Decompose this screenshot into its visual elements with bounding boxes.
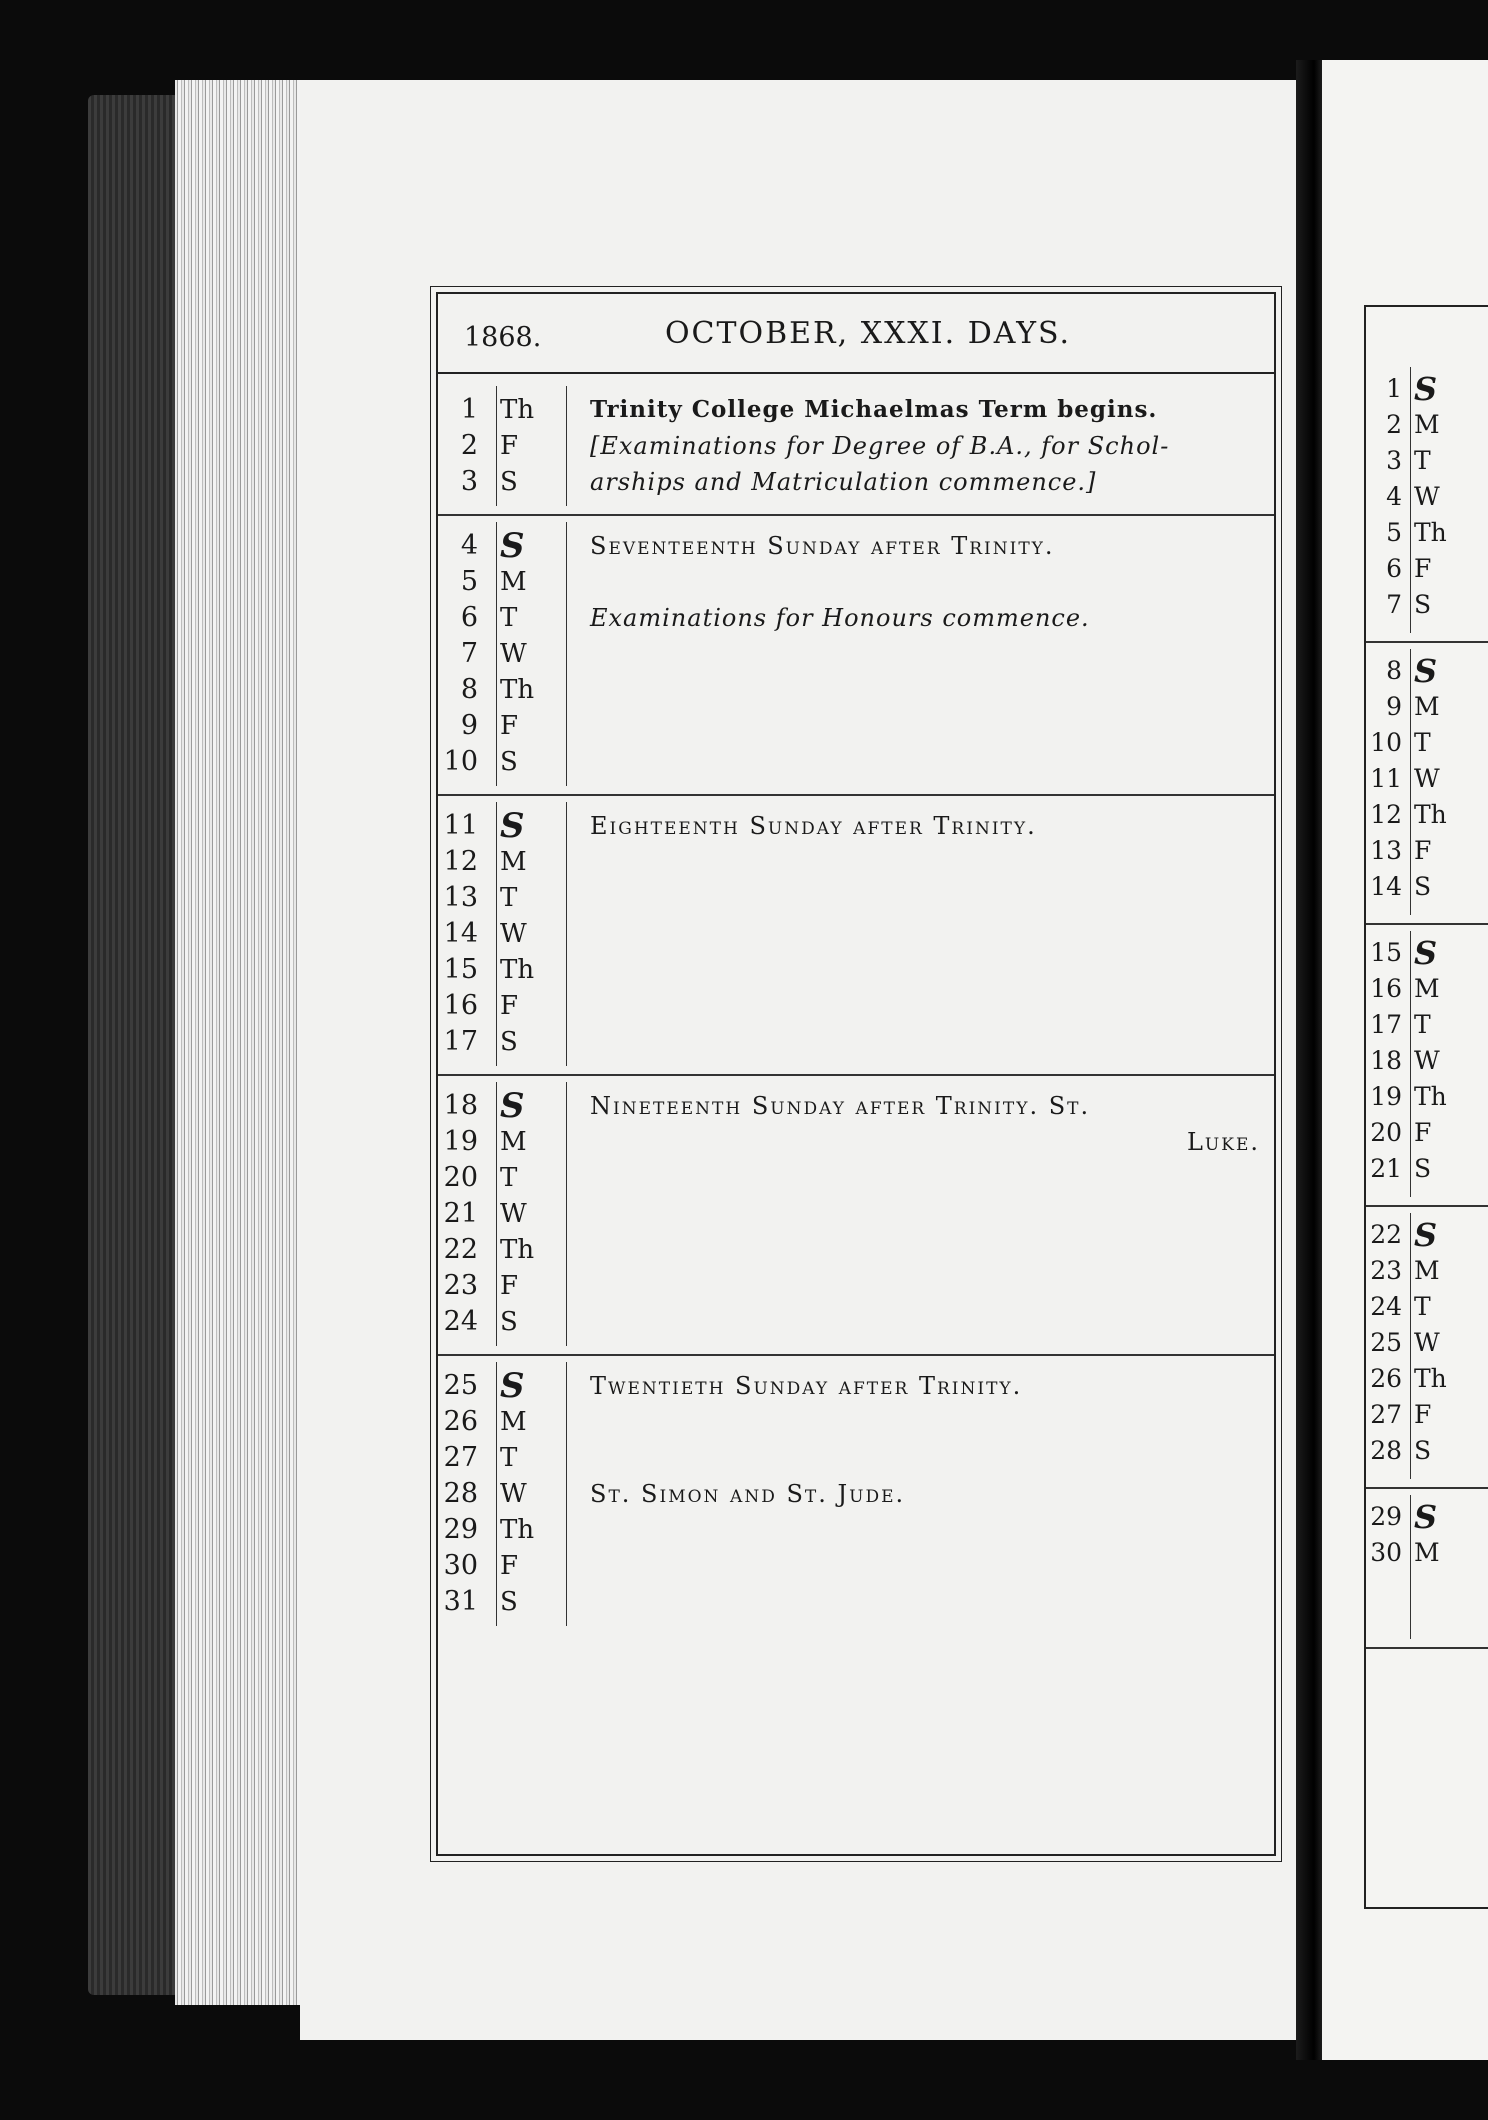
week-block: [438, 1074, 1274, 1356]
day-number: 1: [1386, 374, 1402, 403]
day-number: 30: [1370, 1538, 1402, 1567]
facing-day-row: [1366, 1433, 1488, 1469]
week-block: [438, 378, 1274, 516]
weekday-abbrev: M: [500, 567, 527, 597]
day-number: 5: [1386, 518, 1402, 547]
day-number: 13: [1370, 836, 1402, 865]
weekday-abbrev: T: [1414, 1010, 1431, 1039]
day-number: 20: [443, 1162, 478, 1193]
weekday-abbrev: S: [500, 1587, 518, 1617]
day-row: [438, 1304, 578, 1340]
day-number: 25: [1370, 1328, 1402, 1357]
weekday-abbrev: Th: [1414, 518, 1447, 547]
weekday-abbrev: S: [500, 1086, 523, 1126]
weekday-abbrev: F: [500, 431, 519, 461]
day-row: [438, 952, 578, 988]
day-row: [438, 1512, 578, 1548]
day-number: 13: [443, 882, 478, 913]
day-row: [438, 1268, 578, 1304]
day-number: 2: [1386, 410, 1402, 439]
day-number: 8: [1386, 656, 1402, 685]
calendar-event: Examinations for Honours commence.: [590, 604, 1090, 632]
day-number: 23: [443, 1270, 478, 1301]
facing-day-row: [1366, 689, 1488, 725]
weekday-abbrev: T: [1414, 446, 1431, 475]
weekday-abbrev: F: [500, 991, 519, 1021]
weekday-abbrev: S: [500, 467, 518, 497]
year-label: 1868.: [464, 322, 542, 353]
facing-day-row: [1366, 1289, 1488, 1325]
weekday-abbrev: Th: [1414, 800, 1447, 829]
weekday-abbrev: F: [1414, 1118, 1432, 1147]
calendar-event: Trinity College Michaelmas Term begins.: [590, 396, 1158, 423]
day-number: 17: [1370, 1010, 1402, 1039]
weekday-abbrev: Th: [500, 1515, 535, 1545]
day-number: 3: [1386, 446, 1402, 475]
weekday-abbrev: W: [1414, 482, 1440, 511]
facing-day-row: [1366, 797, 1488, 833]
weekday-abbrev: W: [500, 639, 527, 669]
day-row: [438, 808, 578, 844]
weekday-abbrev: Th: [1414, 1082, 1447, 1111]
day-number: 27: [1370, 1400, 1402, 1429]
facing-day-row: [1366, 1115, 1488, 1151]
facing-day-row: [1366, 1217, 1488, 1253]
facing-day-row: [1366, 1043, 1488, 1079]
day-row: [438, 916, 578, 952]
day-row: [438, 1124, 578, 1160]
weekday-abbrev: S: [1414, 1216, 1438, 1254]
day-row: [438, 1024, 578, 1060]
calendar-event: Nineteenth Sunday after Trinity. St.: [590, 1092, 1091, 1120]
weekday-abbrev: Th: [500, 395, 535, 425]
day-number: 19: [443, 1126, 478, 1157]
weekday-abbrev: F: [500, 711, 519, 741]
day-number: 24: [443, 1306, 478, 1337]
day-number: 10: [1370, 728, 1402, 757]
day-number: 29: [1370, 1502, 1402, 1531]
facing-day-row: [1366, 1007, 1488, 1043]
day-number: 2: [460, 430, 478, 461]
facing-week-block: [1366, 923, 1488, 1207]
day-number: 16: [1370, 974, 1402, 1003]
calendar-event: Twentieth Sunday after Trinity.: [590, 1372, 1023, 1400]
weekday-abbrev: S: [1414, 872, 1432, 901]
weekday-abbrev: S: [1414, 1498, 1438, 1536]
day-number: 24: [1370, 1292, 1402, 1321]
day-row: [438, 988, 578, 1024]
week-block: [438, 794, 1274, 1076]
facing-week-block: [1366, 359, 1488, 643]
weekday-abbrev: S: [1414, 934, 1438, 972]
day-number: 18: [443, 1090, 478, 1121]
facing-day-row: [1366, 1151, 1488, 1187]
facing-calendar-frame: [1364, 305, 1488, 1909]
day-number: 26: [443, 1406, 478, 1437]
weekday-abbrev: W: [1414, 764, 1440, 793]
facing-week-block: [1366, 1205, 1488, 1489]
facing-day-row: [1366, 1253, 1488, 1289]
day-row: [438, 1088, 578, 1124]
day-number: 22: [443, 1234, 478, 1265]
day-row: [438, 708, 578, 744]
calendar-event: Eighteenth Sunday after Trinity.: [590, 812, 1037, 840]
weekday-abbrev: Th: [500, 955, 535, 985]
facing-day-row: [1366, 653, 1488, 689]
weekday-abbrev: M: [500, 847, 527, 877]
day-number: 12: [1370, 800, 1402, 829]
facing-day-row: [1366, 479, 1488, 515]
weekday-abbrev: M: [1414, 692, 1440, 721]
day-number: 7: [1386, 590, 1402, 619]
day-number: 14: [443, 918, 478, 949]
weekday-abbrev: W: [500, 1479, 527, 1509]
weekday-abbrev: F: [1414, 1400, 1432, 1429]
day-row: [438, 564, 578, 600]
facing-day-row: [1366, 1325, 1488, 1361]
day-row: [438, 464, 578, 500]
weekday-abbrev: Th: [500, 675, 535, 705]
facing-day-row: [1366, 935, 1488, 971]
day-row: [438, 1440, 578, 1476]
weekday-abbrev: T: [1414, 1292, 1431, 1321]
weekday-abbrev: F: [500, 1271, 519, 1301]
calendar-event: Luke.: [1186, 1128, 1260, 1156]
day-number: 6: [460, 602, 478, 633]
weekday-abbrev: W: [1414, 1328, 1440, 1357]
day-number: 28: [443, 1478, 478, 1509]
week-block: [438, 1354, 1274, 1634]
weekday-abbrev: M: [1414, 1256, 1440, 1285]
weekday-abbrev: M: [1414, 410, 1440, 439]
day-number: 9: [460, 710, 478, 741]
day-number: 18: [1370, 1046, 1402, 1075]
page-edges: [175, 80, 300, 2005]
facing-day-row: [1366, 761, 1488, 797]
calendar-event: St. Simon and St. Jude.: [590, 1480, 906, 1508]
day-number: 25: [443, 1370, 478, 1401]
weekday-abbrev: S: [1414, 370, 1438, 408]
day-row: [438, 744, 578, 780]
weekday-abbrev: S: [500, 1366, 523, 1406]
facing-day-row: [1366, 371, 1488, 407]
day-row: [438, 1368, 578, 1404]
calendar-event: Seventeenth Sunday after Trinity.: [590, 532, 1055, 560]
calendar-header: [438, 294, 1274, 374]
day-number: 12: [443, 846, 478, 877]
day-number: 22: [1370, 1220, 1402, 1249]
facing-week-block: [1366, 641, 1488, 925]
day-row: [438, 672, 578, 708]
weekday-abbrev: Th: [1414, 1364, 1447, 1393]
facing-page: [1322, 60, 1488, 2060]
day-number: 4: [460, 530, 478, 561]
day-number: 31: [443, 1586, 478, 1617]
facing-day-row: [1366, 551, 1488, 587]
weekday-abbrev: W: [500, 919, 527, 949]
facing-day-row: [1366, 1499, 1488, 1535]
facing-day-row: [1366, 587, 1488, 623]
day-number: 20: [1370, 1118, 1402, 1147]
day-row: [438, 1196, 578, 1232]
facing-week-block: [1366, 1487, 1488, 1649]
weekday-abbrev: S: [500, 747, 518, 777]
day-number: 4: [1386, 482, 1402, 511]
weekday-abbrev: T: [500, 883, 518, 913]
day-row: [438, 528, 578, 564]
day-number: 6: [1386, 554, 1402, 583]
weekday-abbrev: Th: [500, 1235, 535, 1265]
weekday-abbrev: M: [500, 1127, 527, 1157]
facing-day-row: [1366, 869, 1488, 905]
day-number: 15: [443, 954, 478, 985]
day-row: [438, 1232, 578, 1268]
facing-day-row: [1366, 971, 1488, 1007]
calendar-event: [Examinations for Degree of B.A., for Schol-: [590, 432, 1170, 460]
day-number: 14: [1370, 872, 1402, 901]
day-number: 11: [1370, 764, 1402, 793]
day-number: 27: [443, 1442, 478, 1473]
day-number: 1: [460, 394, 478, 425]
facing-day-row: [1366, 1397, 1488, 1433]
facing-day-row: [1366, 1535, 1488, 1571]
day-row: [438, 1404, 578, 1440]
day-row: [438, 880, 578, 916]
weekday-abbrev: S: [500, 1027, 518, 1057]
weekday-abbrev: T: [500, 1163, 518, 1193]
left-page: [300, 80, 1300, 2040]
day-row: [438, 1476, 578, 1512]
day-number: 11: [443, 810, 478, 841]
day-number: 17: [443, 1026, 478, 1057]
weekday-abbrev: T: [1414, 728, 1431, 757]
calendar-frame: [436, 292, 1276, 1856]
weekday-abbrev: S: [500, 526, 523, 566]
weekday-abbrev: T: [500, 1443, 518, 1473]
facing-day-row: [1366, 833, 1488, 869]
day-number: 16: [443, 990, 478, 1021]
facing-day-row: [1366, 1361, 1488, 1397]
day-number: 28: [1370, 1436, 1402, 1465]
weekday-abbrev: W: [1414, 1046, 1440, 1075]
day-number: 3: [460, 466, 478, 497]
day-number: 19: [1370, 1082, 1402, 1111]
weekday-abbrev: W: [500, 1199, 527, 1229]
facing-day-row: [1366, 407, 1488, 443]
weekday-abbrev: M: [500, 1407, 527, 1437]
day-number: 9: [1386, 692, 1402, 721]
weekday-abbrev: S: [1414, 590, 1432, 619]
weekday-abbrev: T: [500, 603, 518, 633]
weekday-abbrev: S: [1414, 652, 1438, 690]
day-row: [438, 1584, 578, 1620]
day-row: [438, 428, 578, 464]
weekday-abbrev: F: [500, 1551, 519, 1581]
facing-day-row: [1366, 443, 1488, 479]
day-number: 29: [443, 1514, 478, 1545]
day-number: 7: [460, 638, 478, 669]
day-row: [438, 600, 578, 636]
day-number: 8: [460, 674, 478, 705]
weekday-abbrev: M: [1414, 974, 1440, 1003]
day-row: [438, 392, 578, 428]
calendar-event: arships and Matriculation commence.]: [590, 468, 1097, 496]
day-number: 21: [443, 1198, 478, 1229]
day-number: 26: [1370, 1364, 1402, 1393]
day-number: 23: [1370, 1256, 1402, 1285]
day-number: 15: [1370, 938, 1402, 967]
day-row: [438, 636, 578, 672]
month-title: OCTOBER, XXXI. DAYS.: [664, 316, 1072, 351]
weekday-abbrev: F: [1414, 836, 1432, 865]
weekday-abbrev: M: [1414, 1538, 1440, 1567]
book-cover: [88, 95, 180, 1995]
day-number: 10: [443, 746, 478, 777]
facing-day-row: [1366, 1079, 1488, 1115]
day-number: 21: [1370, 1154, 1402, 1183]
weekday-abbrev: S: [500, 1307, 518, 1337]
day-row: [438, 1160, 578, 1196]
weekday-abbrev: F: [1414, 554, 1432, 583]
weekday-abbrev: S: [1414, 1436, 1432, 1465]
day-number: 30: [443, 1550, 478, 1581]
day-number: 5: [460, 566, 478, 597]
weekday-abbrev: S: [1414, 1154, 1432, 1183]
weekday-abbrev: S: [500, 806, 523, 846]
facing-day-row: [1366, 515, 1488, 551]
day-row: [438, 1548, 578, 1584]
facing-day-row: [1366, 725, 1488, 761]
week-block: [438, 514, 1274, 796]
day-row: [438, 844, 578, 880]
